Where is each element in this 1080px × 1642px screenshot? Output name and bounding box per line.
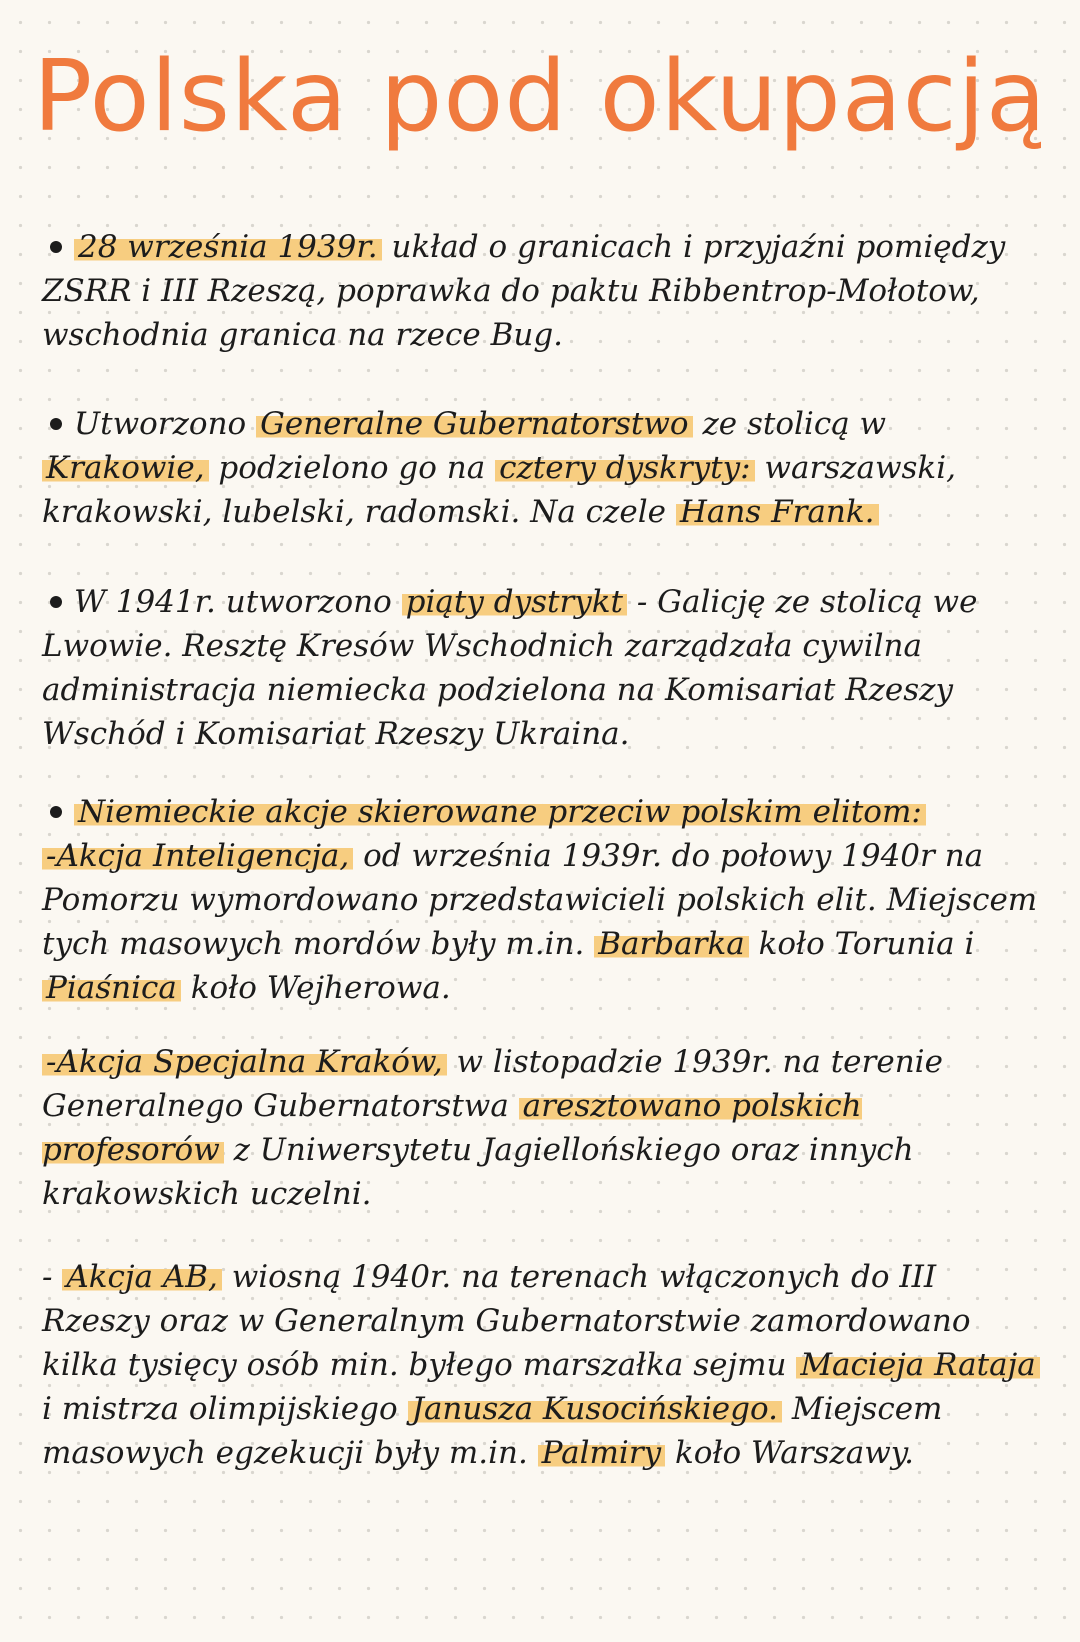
text: układ o granicach i przyjaźni pomiędzy ZSRR i III Rzeszą, poprawka do paktu Ribbentrop-Mołotow, wschodnia granica na rzece Bug. — [42, 229, 1006, 353]
text: koło Torunia i — [748, 926, 975, 962]
paragraph-fifth-district — [42, 580, 1042, 756]
highlight-term: piąty dystrykt — [402, 584, 627, 620]
text: - Galicję ze stolicą we Lwowie. Resztę Kresów Wschodnich zarządzała cywilna administracja niemiecka podzielona na Komisariat Rzeszy Wschód i Komisariat Rzeszy Ukraina. — [42, 584, 978, 752]
text: - — [42, 1259, 63, 1295]
text: W 1941r. utworzono — [74, 584, 402, 620]
text: z Uniwersytetu Jagiellońskiego oraz innych krakowskich uczelni. — [42, 1132, 914, 1212]
text: warszawski, krakowski, lubelski, radomski. Na czele — [42, 450, 956, 530]
paragraph-general-government — [42, 402, 1042, 534]
paragraph-action-intelligence — [42, 834, 1042, 1010]
bullet-dot-icon — [50, 596, 62, 608]
section-border-treaty — [42, 225, 1042, 357]
paragraph-action-ab — [42, 1255, 1042, 1475]
text: Miejscem masowych egzekucji były m.in. — [42, 1391, 943, 1471]
highlight-term: Generalne Gubernatorstwo — [256, 406, 693, 442]
text: koło Warszawy. — [665, 1435, 915, 1471]
text: wiosną 1940r. na terenach włączonych do III Rzeszy oraz w Generalnym Gubernatorstwie zamordowano kilka tysięcy osób min. byłego marszałka sejmu — [42, 1259, 971, 1383]
bullet-dot-icon — [50, 806, 62, 818]
highlight-term: -Akcja Specjalna Kraków, — [42, 1044, 447, 1080]
highlight-heading: Niemieckie akcje skierowane przeciw polskim elitom: — [74, 794, 926, 830]
section-german-actions — [42, 790, 1042, 1010]
page-title: Polska pod okupacją — [33, 40, 1047, 154]
section-general-government — [42, 402, 1042, 534]
text: podzielono go na — [208, 450, 496, 486]
section-fifth-district — [42, 580, 1042, 756]
section-sonderaktion-krakau — [42, 1040, 1042, 1216]
text: w listopadzie 1939r. na terenie Generalnego Gubernatorstwa — [42, 1044, 943, 1124]
text: ze stolicą w — [692, 406, 887, 442]
highlight-term: Palmiry — [538, 1435, 666, 1471]
heading-german-actions — [42, 790, 1042, 834]
bullet-dot-icon — [50, 241, 62, 253]
paragraph-border-treaty — [42, 225, 1042, 357]
highlight-term: Macieja Rataja — [796, 1347, 1039, 1383]
text: od września 1939r. do połowy 1940r na Pomorzu wymordowano przedstawicieli polskich elit. Miejscem tych masowych mordów były m.in. — [42, 838, 1038, 962]
highlight-term: Krakowie, — [42, 450, 209, 486]
text: i mistrza olimpijskiego — [42, 1391, 408, 1427]
section-action-ab — [42, 1255, 1042, 1475]
text: Utworzono — [74, 406, 257, 442]
highlight-term: cztery dyskryty: — [495, 450, 754, 486]
text: koło Wejherowa. — [180, 970, 451, 1006]
bullet-dot-icon — [50, 418, 62, 430]
highlight-term: -Akcja Inteligencja, — [42, 838, 353, 874]
highlight-term: Barbarka — [594, 926, 749, 962]
highlight-date: 28 września 1939r. — [74, 229, 382, 265]
paragraph-sonderaktion-krakau — [42, 1040, 1042, 1216]
highlight-term: Janusza Kusocińskiego. — [408, 1391, 782, 1427]
highlight-term: Piaśnica — [42, 970, 181, 1006]
highlight-term: aresztowano polskich profesorów — [42, 1088, 862, 1168]
highlight-term: Akcja AB, — [62, 1259, 222, 1295]
highlight-term: Hans Frank. — [676, 494, 879, 530]
